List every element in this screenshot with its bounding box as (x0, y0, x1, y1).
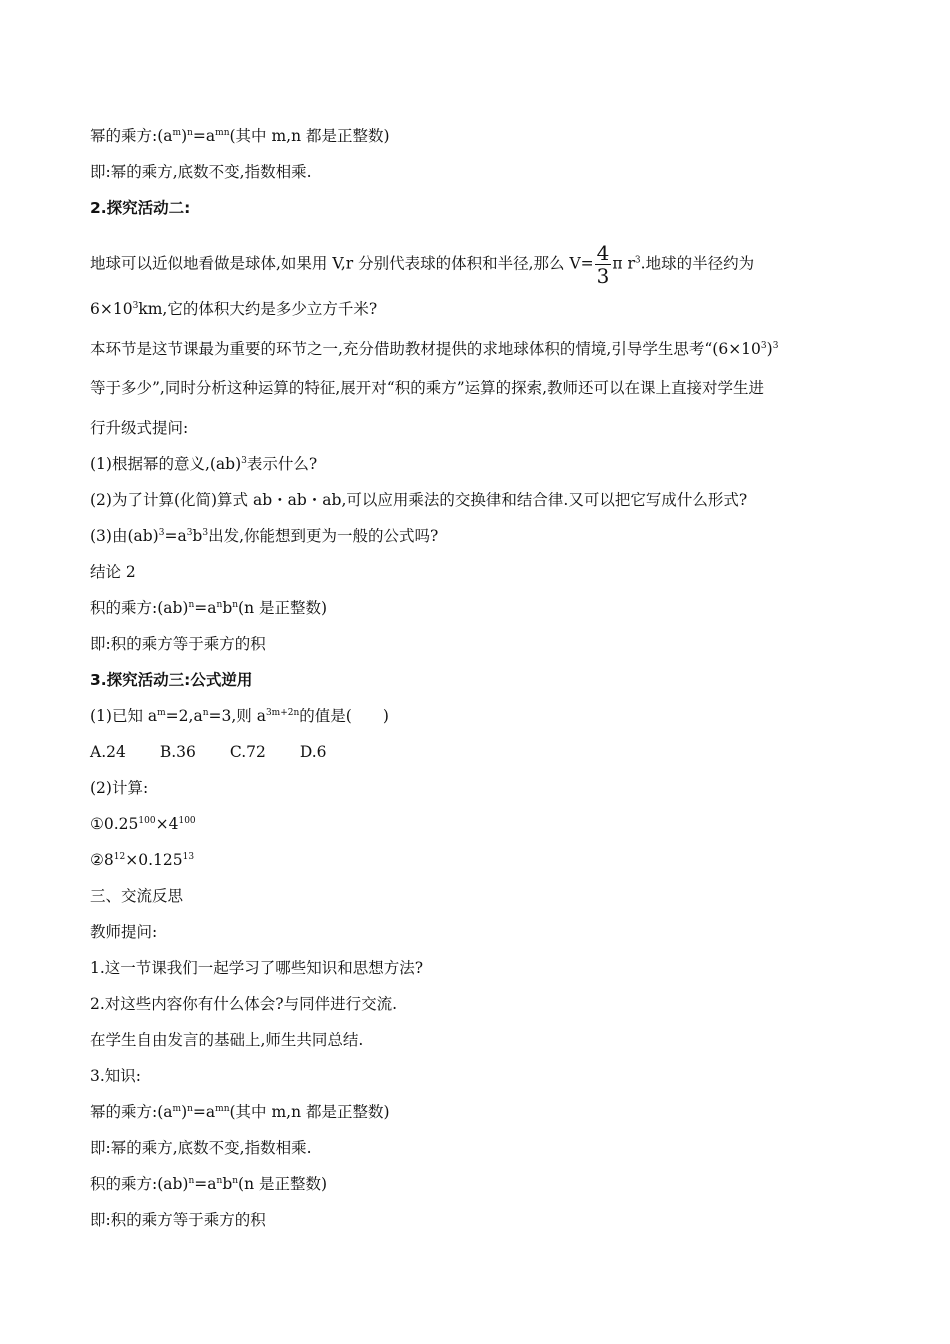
text: 地球可以近似地看做是球体,如果用 V,r 分别代表球的体积和半径,那么 V= (90, 254, 594, 273)
superscript: n (188, 1176, 195, 1186)
text: (其中 m,n 都是正整数) (229, 127, 390, 145)
text: (n 是正整数) (238, 599, 328, 617)
fraction-denominator: 3 (596, 264, 610, 288)
product-rule (90, 597, 327, 619)
calc-item-1 (90, 813, 196, 835)
superscript: m (157, 708, 166, 718)
power-rule-review (90, 1101, 390, 1123)
teacher-question-label: 教师提问: (90, 923, 158, 941)
text: 幂的乘方:(a (90, 1103, 173, 1121)
conclusion-label: 结论 2 (90, 563, 136, 581)
text: (n 是正整数) (238, 1175, 328, 1193)
text: (其中 m,n 都是正整数) (229, 1103, 390, 1121)
superscript: n (232, 1176, 239, 1186)
superscript: 13 (182, 852, 195, 862)
superscript: 3 (158, 528, 165, 538)
text: ②8 (90, 851, 114, 869)
section-heading-activity-2: 2.探究活动二: (90, 199, 191, 217)
text: 本环节是这节课最为重要的环节之一,充分借助教材提供的求地球体积的情境,引导学生思考“(6×10 (90, 340, 761, 358)
text: =a (192, 127, 216, 145)
superscript: 3 (202, 528, 209, 538)
exercise-2: (2)计算: (90, 779, 149, 797)
superscript: 3 (132, 301, 139, 311)
text: ) (181, 1103, 188, 1121)
text: 的值是( ) (299, 707, 389, 725)
reflection-item-2: 2.对这些内容你有什么体会?与同伴进行交流. (90, 995, 398, 1013)
fraction-four-thirds (595, 242, 612, 287)
text: =2,a (165, 707, 203, 725)
superscript: 3 (241, 456, 247, 466)
answer-options (90, 741, 327, 763)
exercise-1 (90, 705, 389, 727)
text: =a (194, 1175, 217, 1193)
superscript: n (216, 1176, 223, 1186)
product-rule-note: 即:积的乘方等于乘方的积 (90, 635, 266, 653)
earth-volume-question (90, 242, 754, 287)
superscript: m (172, 128, 182, 138)
superscript: n (202, 708, 209, 718)
superscript: 3m+2n (265, 708, 300, 718)
section-heading-activity-3: 3.探究活动三:公式逆用 (90, 671, 253, 689)
question-3 (90, 525, 438, 547)
superscript: n (216, 600, 223, 610)
text: (1)根据幂的意义,(ab) (90, 455, 242, 473)
earth-radius-line (90, 298, 377, 320)
superscript: 12 (113, 852, 126, 862)
text: km,它的体积大约是多少立方千米? (138, 300, 378, 318)
text: (1)已知 a (90, 707, 158, 725)
text: b (192, 527, 203, 545)
text: ×0.125 (125, 851, 183, 869)
superscript: m (172, 1104, 182, 1114)
question-1 (90, 453, 317, 475)
calc-item-2 (90, 849, 194, 871)
option-a: A.24 (90, 743, 126, 761)
option-c: C.72 (229, 743, 266, 761)
superscript: n (188, 600, 195, 610)
text: ①0.25 (90, 815, 139, 833)
product-rule-review-note: 即:积的乘方等于乘方的积 (90, 1211, 266, 1229)
text: 出发,你能想到更为一般的公式吗? (208, 527, 439, 545)
text: =a (192, 1103, 216, 1121)
text: 表示什么? (246, 455, 318, 473)
fraction-numerator: 4 (596, 241, 610, 265)
superscript: n (187, 128, 193, 138)
option-d: D.6 (299, 743, 327, 761)
section-heading-reflection: 三、交流反思 (90, 887, 184, 905)
summary-sentence: 在学生自由发言的基础上,师生共同总结. (90, 1031, 364, 1049)
text: .地球的半径约为 (640, 254, 755, 273)
power-rule (90, 125, 390, 147)
text: ×4 (155, 815, 179, 833)
text: 幂的乘方:(a (90, 127, 173, 145)
text: b (222, 599, 233, 617)
text: =a (164, 527, 187, 545)
superscript: mn (215, 1104, 230, 1114)
superscript: 3 (772, 341, 779, 351)
superscript: n (187, 1104, 193, 1114)
superscript: 3 (186, 528, 193, 538)
superscript: 100 (138, 816, 156, 826)
product-rule-review (90, 1173, 327, 1195)
text: 积的乘方:(ab) (90, 599, 189, 617)
text: π r (612, 254, 635, 273)
knowledge-label: 3.知识: (90, 1067, 142, 1085)
text: =3,则 a (208, 707, 266, 725)
paragraph-line-3: 行升级式提问: (90, 419, 189, 437)
superscript: 3 (760, 341, 767, 351)
superscript: mn (215, 128, 230, 138)
paragraph-line-1 (90, 338, 778, 360)
text: (3)由(ab) (90, 527, 159, 545)
superscript: n (232, 600, 239, 610)
reflection-item-1: 1.这一节课我们一起学习了哪些知识和思想方法? (90, 959, 424, 977)
question-2: (2)为了计算(化简)算式 ab・ab・ab,可以应用乘法的交换律和结合律.又可以把它写成什么形式? (90, 491, 748, 509)
superscript: 100 (178, 816, 196, 826)
superscript: 3 (634, 255, 641, 266)
power-rule-review-note: 即:幂的乘方,底数不变,指数相乘. (90, 1139, 312, 1157)
text: 6×10 (90, 300, 133, 318)
power-rule-note: 即:幂的乘方,底数不变,指数相乘. (90, 163, 312, 181)
paragraph-line-2: 等于多少”,同时分析这种运算的特征,展开对“积的乘方”运算的探索,教师还可以在课上直接对学生进 (90, 379, 765, 397)
text: ) (766, 340, 773, 358)
text: 积的乘方:(ab) (90, 1175, 189, 1193)
option-b: B.36 (159, 743, 196, 761)
text: b (222, 1175, 233, 1193)
text: ) (181, 127, 188, 145)
text: =a (194, 599, 217, 617)
